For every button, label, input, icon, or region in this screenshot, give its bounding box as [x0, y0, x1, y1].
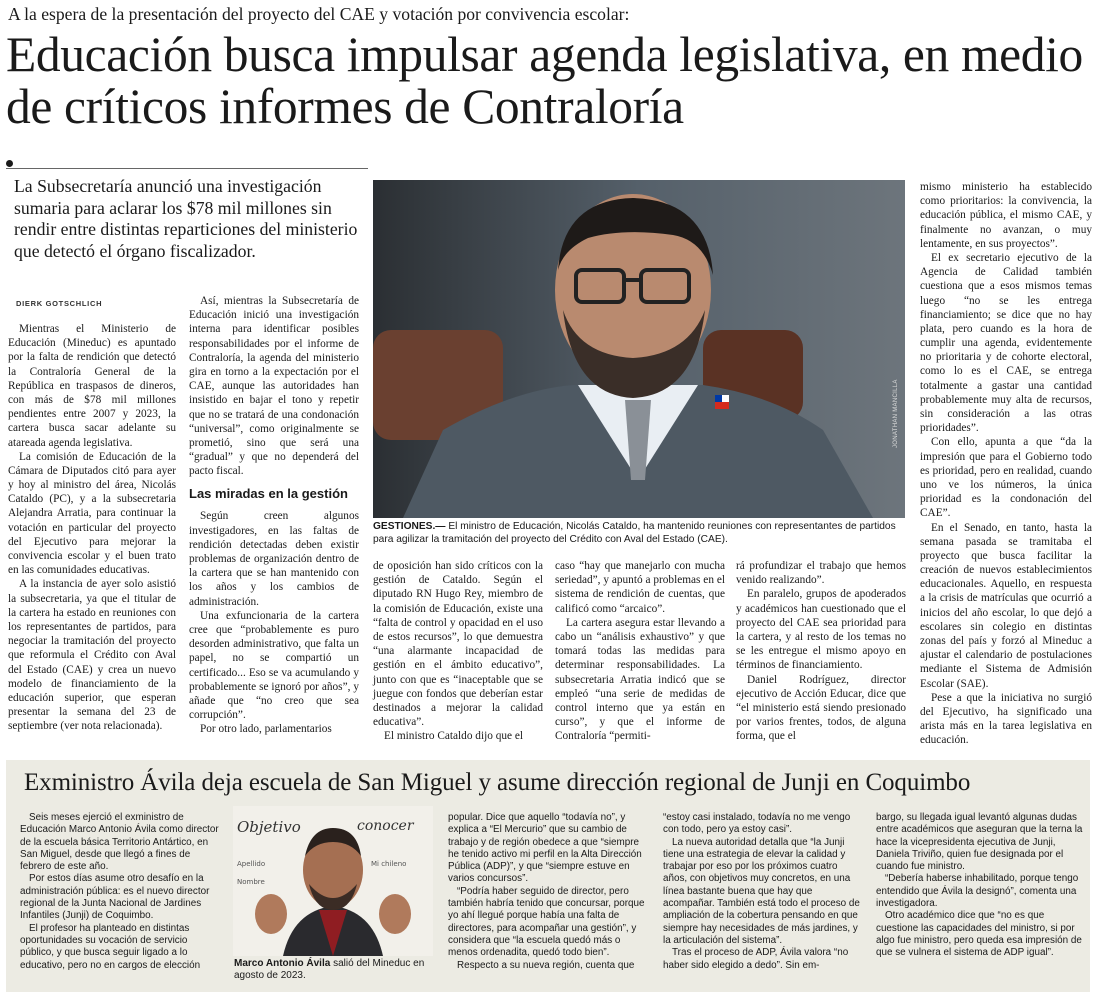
- paragraph: La cartera asegura estar llevando a cabo un “análisis exhaustivo” y que tomará todas las medidas para determinar responsabilidades. La subsecretaria Arratia indicó que se empleó “una serie de medidas de control interno que ya están en curso”, y que el informe de Contraloría “permiti-: [555, 616, 725, 743]
- sidebar-column-1: [20, 812, 220, 972]
- whiteboard-word: Nombre: [237, 878, 265, 886]
- paragraph: En paralelo, grupos de apoderados y académicos han cuestionado que el proyecto del CAE sea prioridad para la cartera, y al resto de los temas no se les entregue el mismo apoyo en términos de financiamiento.: [736, 588, 906, 672]
- caption-label: GESTIONES.—: [373, 521, 446, 532]
- paragraph: caso “hay que manejarlo con mucha seriedad”, y apuntó a problemas en el sistema de rendición de cuentas, que calificó como “arcaico”.: [555, 560, 725, 615]
- paragraph: Tras el proceso de ADP, Ávila valora “no haber sido elegido a dedo”. Sin em-: [663, 947, 849, 971]
- paragraph: de oposición han sido críticos con la gestión de Cataldo. Según el diputado RN Hugo Rey, miembro de la comisión de Educación, existe una “falta de control y opacidad en el uso de estos recursos”, lo que demuestra “una alarmante incapacidad de gestión en el ámbito educativo”, junto con que es “inaceptable que se juegue con fondos que deberían estar destinados a mejorar la calidad educativa”.: [373, 560, 543, 729]
- avila-photo: [233, 806, 433, 956]
- article-column-3: [373, 559, 543, 743]
- article-column-1: [8, 322, 176, 733]
- sidebar-column-4: [876, 812, 1084, 960]
- paragraph: rá profundizar el trabajo que hemos venido realizando”.: [736, 560, 906, 587]
- paragraph: El profesor ha planteado en distintas oportunidades su vocación de servicio público, y que busca seguir ligado a lo educativo, pero no en cargos de elección: [20, 922, 201, 971]
- paragraph: Con ello, apunta a que “da la impresión que para el Gobierno todo es prioridad, pero en realidad, cuando uno ve los números, la única prioridad es la condonación del CAE”.: [920, 436, 1092, 520]
- subhead: Las miradas en la gestión: [189, 486, 348, 502]
- paragraph: Pese a que la iniciativa no surgió del Ejecutivo, ha significado una arista más en la tarea legislativa en educación.: [920, 691, 1092, 747]
- article-column-2: [189, 294, 359, 736]
- paragraph: “Debería haberse inhabilitado, porque tengo entendido que Ávila la designó”, comenta una investigadora.: [876, 873, 1079, 910]
- caption-text: El ministro de Educación, Nicolás Cataldo, ha mantenido reuniones con representantes de partidos para agilizar la tramitación del proyecto del Crédito con Aval del Estado (CAE).: [373, 521, 896, 545]
- kicker: A la espera de la presentación del proyecto del CAE y votación por convivencia escolar:: [8, 4, 630, 24]
- deck: La Subsecretaría anunció una investigación sumaria para aclarar los $78 mil millones sin rendir entre distintas reparticiones del ministerio que detectó el órgano fiscalizador.: [14, 176, 358, 261]
- deck-rule: [6, 168, 368, 169]
- whiteboard-word: conocer: [357, 818, 414, 834]
- headline: Educación busca impulsar agenda legislativa, en medio de críticos informes de Contraloría: [6, 27, 1083, 134]
- article-column-4: [555, 559, 725, 743]
- article-column-5: [736, 559, 906, 743]
- paragraph: Daniel Rodríguez, director ejecutivo de Acción Educar, dice que “el ministerio está siendo presionado por varios frentes, todos, de alguna forma, que el: [736, 673, 906, 743]
- paragraph: Por estos días asume otro desafío en la administración pública: es el nuevo director regional de la Junta Nacional de Jardines Infantiles (Junji) de Coquimbo.: [20, 873, 210, 922]
- photo-credit: JONATHAN MANCILLA: [893, 379, 899, 448]
- paragraph: mismo ministerio ha establecido como prioritarios: la convivencia, la educación pública, el mismo CAE, y finalmente no avanzan, o muy lentamente, en sus proyectos”.: [920, 181, 1092, 250]
- byline: DIERK GOTSCHLICH: [16, 299, 103, 308]
- paragraph: En el Senado, en tanto, hasta la semana pasada se tramitaba el proyecto que busca facilitar la creación de nuevos establecimientos educacionales. Aquello, en respuesta a la crisis de matrículas que ocurrió a inicios del año escolar, lo que dejó a escolares sin colegio en distintas zonas del país y forzó al Mineduc a ajustar el calendario de postulaciones mediante el Sistema de Admisión Escolar (SAE).: [920, 521, 1092, 690]
- paragraph: La comisión de Educación de la Cámara de Diputados citó para ayer y hoy al ministro del área, Nicolás Cataldo (PC), y a la subsecretaria Alejandra Arratia, para continuar la votación en particular del proyecto del Ejecutivo para mejorar la convivencia escolar y el buen trato en las comunidades educativas.: [8, 450, 176, 577]
- paragraph: Seis meses ejerció el exministro de Educación Marco Antonio Ávila como director de la escuela básica Territorio Antártico, en San Miguel, desde que llegó a fines de febrero de este año.: [20, 812, 219, 873]
- minister-photo-illustration: [373, 180, 905, 518]
- paragraph: La nueva autoridad detalla que “la Junji tiene una estrategia de elevar la calidad y trabajar por eso por los próximos cuatro años, con objetivos muy concretos, en una línea bastante buena que hay que acompañar. También está todo el proceso de ampliación de la cobertura pensando en que siempre hay necesidades de más jardines, y la articulación del sistema”.: [663, 836, 860, 946]
- whiteboard-word: Objetivo: [237, 818, 301, 836]
- whiteboard-word: Apellido: [237, 860, 266, 868]
- minister-photo: [373, 180, 905, 518]
- paragraph: El ex secretario ejecutivo de la Agencia de Calidad también cuestiona que a esos mismos temas luego “no se les entrega financiamiento; se dice que no hay plata, pero cuando es la hora de cumplir una agenda, evidentemente no prioritaria y de cohorte electoral, como lo es el CAE, se entrega totalmente a gastar una cantidad probablemente muy alta de recursos, sin consideración a las otras prioridades”.: [920, 251, 1092, 435]
- avila-photo-illustration: [233, 806, 433, 956]
- sidebar-column-3: [663, 812, 863, 972]
- sidebar-column-2: [448, 812, 648, 972]
- paragraph: “estoy casi instalado, todavía no me vengo con todo, pero ya estoy casi”.: [663, 812, 851, 836]
- paragraph: A la instancia de ayer solo asistió la subsecretaria, ya que el titular de la cartera ha estado en reuniones con los representantes de partidos, para negociar la tramitación del proyecto que reformula el Crédito con Aval del Estado (CAE) y crea un nuevo modelo de financiamiento de la educación superior, que esperan presentar la semana del 23 de septiembre (ver nota relacionada).: [8, 578, 176, 733]
- caption-text: salió del Mineduc en agosto de 2023.: [234, 958, 425, 981]
- paragraph: Mientras el Ministerio de Educación (Mineduc) es apuntado por la falta de rendición que detectó la Contraloría General de la República en traspasos de dineros, con más de $78 mil millones pendientes entre 2007 y 2023, la cartera busca sacar adelante su atareada agenda legislativa.: [8, 323, 176, 449]
- paragraph: popular. Dice que aquello “todavía no”, y explica a “El Mercurio” que su cambio de trabajo y de región obedece a que “siempre he tenido activo mi perfil en la Alta Dirección Pública (ADP)”, y que “siempre estuve en varios concursos”.: [448, 812, 642, 885]
- photo-caption: [373, 520, 905, 546]
- sidebar-headline: Exministro Ávila deja escuela de San Miguel y asume dirección regional de Junji en Coquimbo: [24, 769, 971, 796]
- article-column-6: [920, 180, 1092, 748]
- paragraph: Respecto a su nueva región, cuenta que: [457, 959, 635, 971]
- paragraph: Así, mientras la Subsecretaría de Educación inició una investigación interna para identificar posibles responsabilidades por el informe de Contraloría, la agenda del ministerio gira en torno a la expectación por el CAE, aunque las autoridades han insistido en bajar el tono y repetir que no se tratará de una condonación “universal”, como originalmente se prometió, sino que será una “gradual” y que no dependerá del pacto fiscal.: [189, 295, 359, 478]
- paragraph: Una exfuncionaria de la cartera cree que “probablemente es puro desorden administrativo, que falta un papel, no se compartió un certificado... Eso se va acumulando y probablemente se ignoró por años”, y añade que “no creo que sea corrupción”.: [189, 609, 359, 722]
- paragraph: Por otro lado, parlamentarios: [200, 723, 332, 736]
- avila-caption: [234, 958, 434, 982]
- paragraph: Otro académico dice que “no es que cuestione las capacidades del ministro, si por algo fue ministro, pero queda esa impresión de que se vulnera el sistema de ADP igual”.: [876, 910, 1082, 959]
- paragraph: bargo, su llegada igual levantó algunas dudas entre académicos que aseguran que la terna la hace la vicepresidenta ejecutiva de Junji, Daniela Triviño, quien fue designada por el cuando fue ministro.: [876, 812, 1083, 873]
- deck-bullet: [6, 160, 13, 167]
- whiteboard-word: Mi chileno: [371, 860, 407, 868]
- paragraph: Según creen algunos investigadores, en las faltas de rendición detectadas deben existir problemas de organización dentro de la cartera que se han mantenido con los años y los cambios de administración.: [189, 510, 359, 608]
- caption-name: Marco Antonio Ávila: [234, 958, 331, 969]
- paragraph: “Podría haber seguido de director, pero también habría tenido que concursar, porque yo ahí llegué porque había una falta de directores, para acompañar una gestión”, y considera que “la escuela quedó más o menos ordenadita, quedó todo bien”.: [448, 885, 645, 959]
- paragraph: El ministro Cataldo dijo que el: [384, 730, 523, 743]
